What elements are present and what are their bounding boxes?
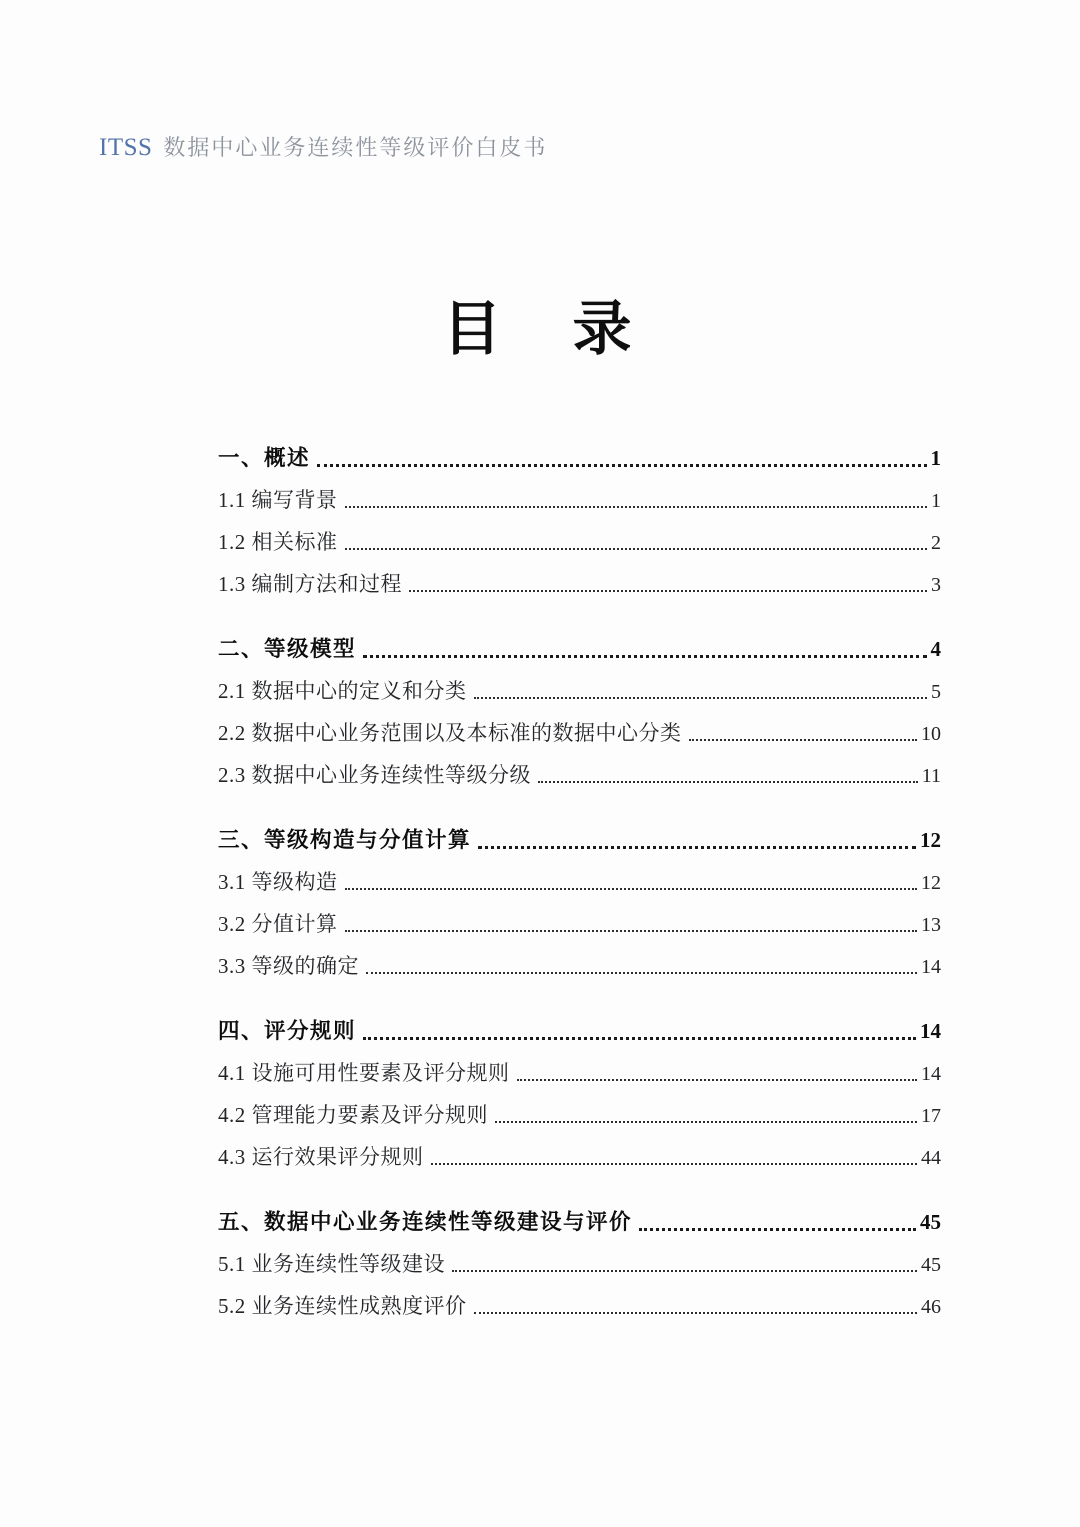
toc-section-heading <box>218 1019 941 1042</box>
toc-entry <box>218 721 941 744</box>
toc-entry-label: 五、数据中心业务连续性等级建设与评价 <box>218 1209 633 1234</box>
toc-entry-label: 2.3 数据中心业务连续性等级分级 <box>218 763 531 787</box>
toc-entry-label: 3.3 等级的确定 <box>218 954 359 978</box>
toc-entry-page: 1 <box>931 490 941 512</box>
toc-entry-page: 1 <box>930 446 941 470</box>
toc-section <box>218 446 941 595</box>
toc-entry-label: 4.2 管理能力要素及评分规则 <box>218 1103 488 1127</box>
toc-section-heading <box>218 446 941 469</box>
toc-entry <box>218 870 941 893</box>
toc-entry-page: 5 <box>931 681 941 703</box>
toc-entry <box>218 912 941 935</box>
dotted-leader <box>639 1228 916 1231</box>
dotted-leader <box>538 781 918 783</box>
toc-entry-label: 2.1 数据中心的定义和分类 <box>218 679 467 703</box>
toc-entry <box>218 679 941 702</box>
toc-entry-label: 3.2 分值计算 <box>218 912 338 936</box>
toc-entry-label: 一、概述 <box>218 445 311 470</box>
toc-entry-page: 14 <box>920 1019 941 1043</box>
toc-entry-page: 10 <box>921 723 941 745</box>
toc-section <box>218 828 941 977</box>
dotted-leader <box>345 930 918 932</box>
toc-entry-page: 45 <box>921 1254 941 1276</box>
dotted-leader <box>409 590 927 592</box>
toc-entry-label: 5.1 业务连续性等级建设 <box>218 1252 445 1276</box>
dotted-leader <box>474 697 928 699</box>
dotted-leader <box>363 1037 916 1040</box>
toc-entry-label: 二、等级模型 <box>218 636 357 661</box>
toc-entry <box>218 530 941 553</box>
toc-entry-page: 14 <box>921 1063 941 1085</box>
dotted-leader <box>689 739 918 741</box>
toc-entry-label: 4.1 设施可用性要素及评分规则 <box>218 1061 510 1085</box>
toc-entry-label: 三、等级构造与分值计算 <box>218 827 472 852</box>
toc-entry-label: 1.2 相关标准 <box>218 530 338 554</box>
toc-entry-label: 3.1 等级构造 <box>218 870 338 894</box>
toc-entry-page: 4 <box>930 637 941 661</box>
dotted-leader <box>474 1312 918 1314</box>
dotted-leader <box>345 506 928 508</box>
dotted-leader <box>345 888 918 890</box>
dotted-leader <box>366 972 917 974</box>
toc-entry-page: 46 <box>921 1296 941 1318</box>
toc-entry-label: 1.3 编制方法和过程 <box>218 572 402 596</box>
toc-section-heading <box>218 828 941 851</box>
toc-entry-page: 13 <box>921 914 941 936</box>
toc-entry <box>218 572 941 595</box>
toc-entry-page: 14 <box>921 956 941 978</box>
toc-entry <box>218 954 941 977</box>
toc-entry-page: 2 <box>931 532 941 554</box>
toc-entry-page: 12 <box>921 872 941 894</box>
toc-section <box>218 1019 941 1168</box>
dotted-leader <box>478 846 916 849</box>
dotted-leader <box>317 464 926 467</box>
toc-section <box>218 637 941 786</box>
dotted-leader <box>431 1163 918 1165</box>
dotted-leader <box>345 548 928 550</box>
table-of-contents <box>218 446 941 1336</box>
toc-entry-page: 12 <box>920 828 941 852</box>
document-header <box>99 131 547 162</box>
toc-entry-label: 四、评分规则 <box>218 1018 357 1043</box>
toc-entry <box>218 1294 941 1317</box>
toc-entry <box>218 1061 941 1084</box>
toc-entry-label: 2.2 数据中心业务范围以及本标准的数据中心分类 <box>218 721 682 745</box>
toc-section-heading <box>218 1210 941 1233</box>
toc-entry-page: 11 <box>921 765 941 787</box>
itss-brand-text: ITSS <box>99 134 153 161</box>
dotted-leader <box>363 655 926 658</box>
document-title: 数据中心业务连续性等级评价白皮书 <box>163 135 548 160</box>
toc-entry <box>218 488 941 511</box>
toc-section <box>218 1210 941 1317</box>
toc-entry-label: 1.1 编写背景 <box>218 488 338 512</box>
toc-section-heading <box>218 637 941 660</box>
dotted-leader <box>495 1121 917 1123</box>
toc-entry-page: 3 <box>931 574 941 596</box>
toc-entry-label: 4.3 运行效果评分规则 <box>218 1145 424 1169</box>
dotted-leader <box>517 1079 918 1081</box>
page-title: 目 录 <box>442 296 638 362</box>
toc-entry-page: 17 <box>921 1105 941 1127</box>
dotted-leader <box>452 1270 917 1272</box>
toc-entry <box>218 1145 941 1168</box>
toc-entry-label: 5.2 业务连续性成熟度评价 <box>218 1294 467 1318</box>
toc-entry <box>218 1252 941 1275</box>
toc-entry-page: 44 <box>921 1147 941 1169</box>
toc-entry-page: 45 <box>920 1210 941 1234</box>
toc-entry <box>218 763 941 786</box>
toc-entry <box>218 1103 941 1126</box>
